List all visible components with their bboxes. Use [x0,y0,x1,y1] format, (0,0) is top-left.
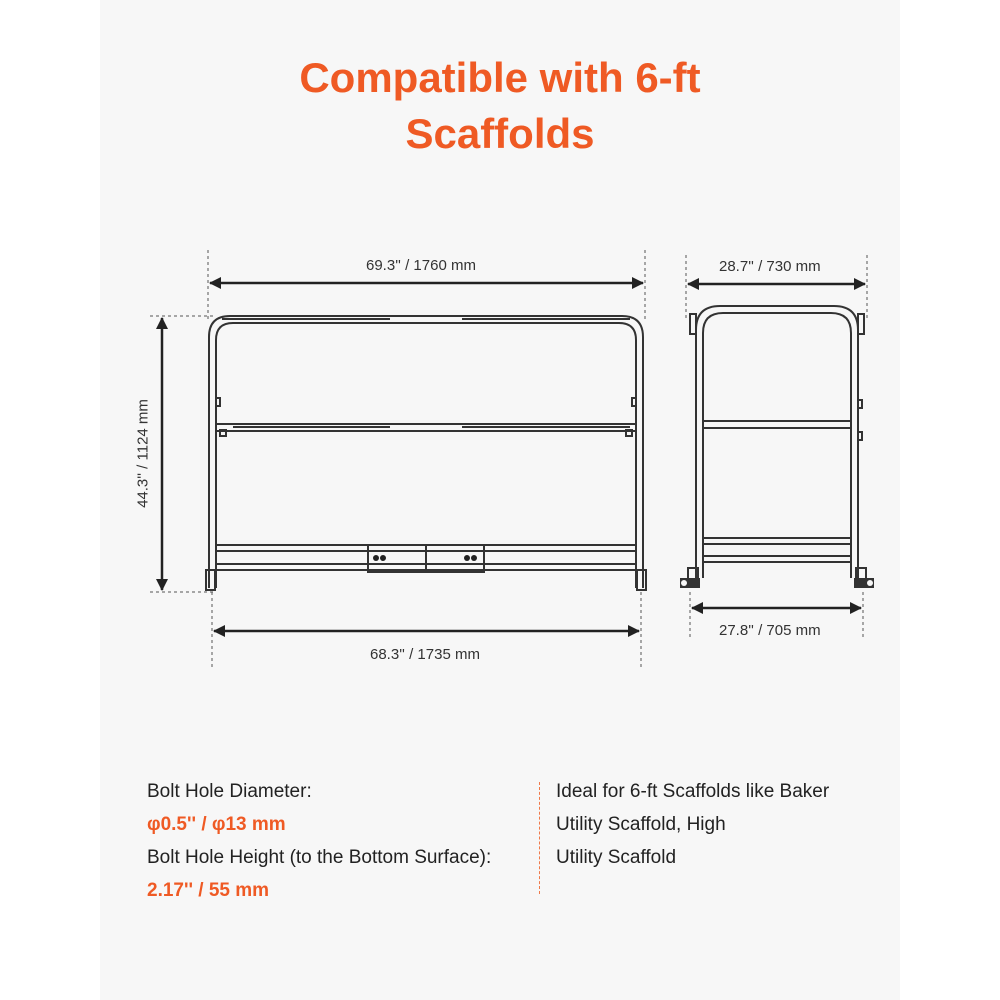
side-bottom-width-label: 27.8'' / 705 mm [719,622,821,639]
bolt-height-label: Bolt Hole Height (to the Bottom Surface): [147,847,492,868]
front-frame [206,316,646,590]
front-dimension-guides [150,250,645,670]
front-dimension-arrows [162,283,643,631]
title-line-2: Scaffolds [405,110,595,157]
front-top-width-label: 69.3'' / 1760 mm [366,257,476,274]
front-height-label: 44.3'' / 1124 mm [134,399,152,508]
bolt-height-value: 2.17'' / 55 mm [147,880,270,901]
side-feet-pads [680,578,874,588]
compatibility-line-1: Ideal for 6-ft Scaffolds like Baker [556,781,830,802]
bolt-diameter-label: Bolt Hole Diameter: [147,781,312,802]
bolt-diameter-value: φ0.5'' / φ13 mm [147,814,286,835]
section-divider [539,782,540,894]
title-line-1: Compatible with 6-ft [299,54,701,101]
bolt-specs [147,775,491,907]
front-bottom-width-label: 68.3'' / 1735 mm [370,646,480,663]
side-top-width-label: 28.7'' / 730 mm [719,258,821,275]
side-frame [688,306,866,580]
compatibility-line-3: Utility Scaffold [556,847,677,868]
compatibility-note [556,775,829,874]
side-dimension-arrows [688,284,865,608]
compatibility-line-2: Utility Scaffold, High [556,814,726,835]
